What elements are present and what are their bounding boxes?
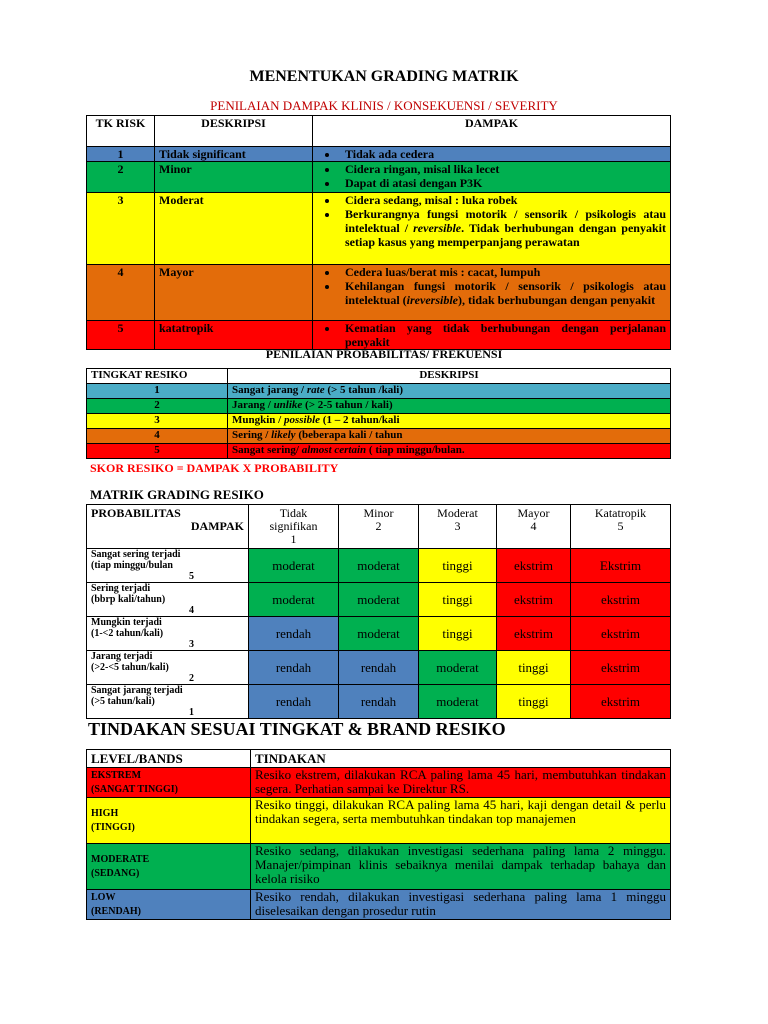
matrix-col-2: Minor 2 [339,505,419,549]
prob-level: 2 [87,399,228,414]
impact-item: • Dapat di atasi dengan P3K [339,176,666,190]
matrix-row [87,651,671,685]
page-title: MENENTUKAN GRADING MATRIK [249,68,519,85]
matrix-corner [87,505,249,549]
impact-item: • Kematian yang tidak berhubungan dengan perjalanan penyakit [339,321,666,349]
impact-item: • Cidera sedang, misal : luka robek [339,193,666,207]
matrix-cell: moderat [339,583,419,617]
matrix-cell: rendah [249,651,339,685]
impact-item: • Berkurangnya fungsi motorik / sensorik / psikologis atau intelektual / reversible. Tidak berhubungan dengan penyakit setiap kasus yang memperpanjang perawatan [339,207,666,249]
matrix-cell: ekstrim [571,651,671,685]
impact-row-2 [87,162,671,193]
matrix-corner-prob: PROBABILITAS [91,506,181,520]
matrix-row-label: Sangat jarang terjadi (>5 tahun/kali) 1 [87,685,249,719]
prob-level: 4 [87,429,228,444]
matrix-cell: tinggi [419,549,497,583]
action-row-extreme [87,768,671,798]
matrix-cell: rendah [339,685,419,719]
risk-score-formula: SKOR RESIKO = DAMPAK X PROBABILITY [90,461,339,475]
impact-tk: 5 [87,321,155,350]
prob-header-row [87,369,671,384]
action-col-tindakan: TINDAKAN [251,750,671,768]
matrix-cell: Ekstrim [571,549,671,583]
matrix-cell: rendah [339,651,419,685]
action-text: Resiko ekstrem, dilakukan RCA paling lama 45 hari, membutuhkan tindakan segera. Perhatian sampai ke Direktur RS. [251,768,671,798]
impact-desc: Mayor [155,265,313,321]
matrix-cell: rendah [249,685,339,719]
matrix-cell: moderat [339,549,419,583]
matrix-row [87,685,671,719]
matrix-cell: ekstrim [571,583,671,617]
impact-dampak [313,162,671,193]
prob-col-level: TINGKAT RESIKO [87,369,228,384]
prob-desc: Sangat jarang / rate (> 5 tahun /kali) [228,384,671,399]
matrix-cell: ekstrim [497,549,571,583]
prob-desc: Sering / likely (beberapa kali / tahun [228,429,671,444]
impact-dampak [313,321,671,350]
impact-dampak [313,193,671,265]
impact-table [86,115,671,350]
action-heading: TINDAKAN SESUAI TINGKAT & BRAND RESIKO [88,719,506,739]
prob-heading: PENILAIAN PROBABILITAS/ FREKUENSI [265,347,503,361]
impact-tk: 4 [87,265,155,321]
action-row-high [87,798,671,844]
impact-tk: 1 [87,147,155,162]
matrix-cell: tinggi [497,651,571,685]
matrix-cell: rendah [249,617,339,651]
impact-row-4 [87,265,671,321]
matrix-row-label: Sangat sering terjadi (tiap minggu/bulan 5 [87,549,249,583]
impact-dampak [313,265,671,321]
prob-table [86,368,671,459]
grading-matrix [86,504,671,719]
matrix-cell: moderat [419,685,497,719]
action-row-low [87,890,671,920]
impact-col-tk: TK RISK [87,116,155,147]
matrix-row-label: Jarang terjadi (>2-<5 tahun/kali) 2 [87,651,249,685]
impact-desc: Tidak significant [155,147,313,162]
matrix-col-3: Moderat 3 [419,505,497,549]
action-text: Resiko tinggi, dilakukan RCA paling lama 45 hari, kaji dengan detail & perlu tindakan segera, serta membutuhkan tindakan top manajemen [251,798,671,844]
impact-row-1 [87,147,671,162]
prob-desc: Jarang / unlike (> 2-5 tahun / kali) [228,399,671,414]
matrix-row [87,617,671,651]
matrix-cell: ekstrim [497,617,571,651]
matrix-corner-dampak: DAMPAK [190,519,244,533]
impact-row-3 [87,193,671,265]
prob-level: 3 [87,414,228,429]
impact-desc: Moderat [155,193,313,265]
action-level: LOW (RENDAH) [87,890,251,920]
action-text: Resiko rendah, dilakukan investigasi sederhana paling lama 1 minggu diselesaikan dengan prosedur rutin [251,890,671,920]
impact-header-row [87,116,671,147]
impact-dampak [313,147,671,162]
impact-item: • Cedera luas/berat mis : cacat, lumpuh [339,265,666,279]
action-level: EKSTREM (SANGAT TINGGI) [87,768,251,798]
matrix-cell: moderat [339,617,419,651]
matrix-row-label: Sering terjadi (bbrp kali/tahun) 4 [87,583,249,617]
matrix-cell: moderat [419,651,497,685]
prob-row [87,384,671,399]
matrix-cell: tinggi [419,617,497,651]
matrix-col-1: Tidak signifikan 1 [249,505,339,549]
action-level: HIGH (TINGGI) [87,798,251,844]
action-row-moderate [87,844,671,890]
matrix-row [87,549,671,583]
matrix-row-label: Mungkin terjadi (1-<2 tahun/kali) 3 [87,617,249,651]
matrix-cell: tinggi [497,685,571,719]
matrix-cell: moderat [249,549,339,583]
prob-row [87,444,671,459]
prob-row [87,429,671,444]
impact-heading: PENILAIAN DAMPAK KLINIS / KONSEKUENSI / SEVERITY [210,98,558,113]
impact-desc: Minor [155,162,313,193]
prob-level: 1 [87,384,228,399]
impact-row-5 [87,321,671,350]
matrix-col-5: Katatropik 5 [571,505,671,549]
impact-item: • Tidak ada cedera [339,147,666,161]
impact-tk: 3 [87,193,155,265]
matrix-heading: MATRIK GRADING RESIKO [90,487,264,502]
prob-row [87,414,671,429]
matrix-cell: moderat [249,583,339,617]
impact-col-desc: DESKRIPSI [155,116,313,147]
impact-col-dampak: DAMPAK [313,116,671,147]
matrix-row [87,583,671,617]
matrix-col-4: Mayor 4 [497,505,571,549]
impact-tk: 2 [87,162,155,193]
matrix-cell: ekstrim [571,685,671,719]
prob-desc: Mungkin / possible (1 – 2 tahun/kali [228,414,671,429]
action-text: Resiko sedang, dilakukan investigasi sederhana paling lama 2 minggu. Manajer/pimpinan klinis sebaiknya menilai dampak terhadap bahaya dan kelola risiko [251,844,671,890]
impact-item: • Cidera ringan, misal lika lecet [339,162,666,176]
impact-item: • Kehilangan fungsi motorik / sensorik / psikologis atau intelektual (ireversible), tidak berhubungan dengan penyakit [339,279,666,307]
prob-desc: Sangat sering/ almost certain ( tiap minggu/bulan. [228,444,671,459]
matrix-cell: ekstrim [497,583,571,617]
action-level: MODERATE (SEDANG) [87,844,251,890]
prob-col-desc: DESKRIPSI [228,369,671,384]
prob-level: 5 [87,444,228,459]
prob-row [87,399,671,414]
action-table [86,749,671,920]
impact-desc: katatropik [155,321,313,350]
action-header-row [87,750,671,768]
matrix-header-row [87,505,671,549]
matrix-cell: tinggi [419,583,497,617]
action-col-level: LEVEL/BANDS [87,750,251,768]
matrix-cell: ekstrim [571,617,671,651]
